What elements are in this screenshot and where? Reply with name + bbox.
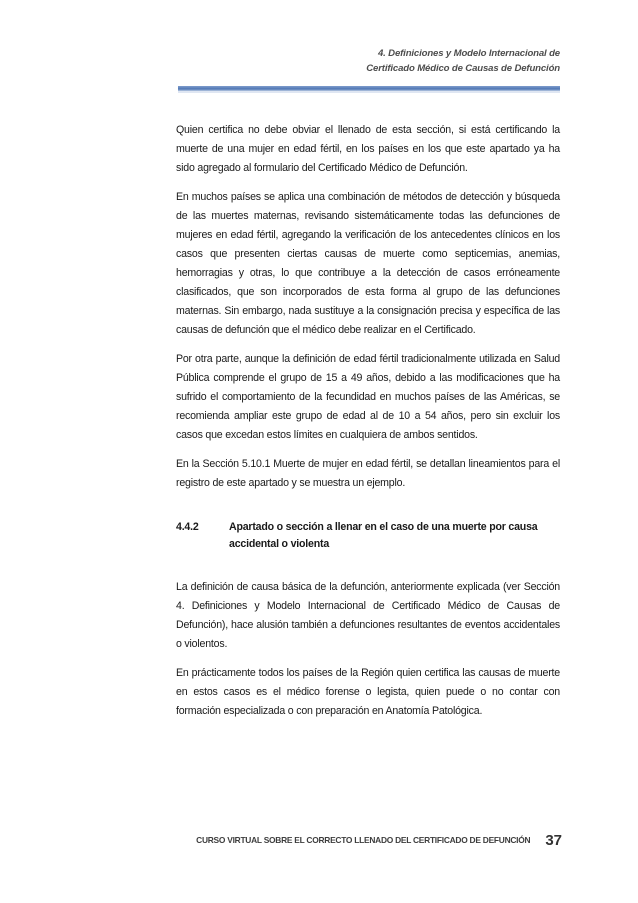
body-text (176, 121, 560, 731)
header-line-1: 4. Definiciones y Modelo Internacional de (377, 48, 560, 59)
running-header (366, 46, 560, 76)
footer-course-title: CURSO VIRTUAL SOBRE EL CORRECTO LLENADO DEL CERTIFICADO DE DEFUNCIÓN (196, 835, 531, 845)
paragraph: Por otra parte, aunque la definición de edad fértil tradicionalmente utilizada en Salud Pública comprende el grupo de 15 a 49 años, debido a las modificaciones que ha sufrido el comportamiento de la fecundidad en muchos países de las Américas, se recomienda ampliar este grupo de edad al de 10 a 54 años, pero sin excluir los casos que excedan estos límites en cualquiera de ambos sentidos. (176, 353, 560, 441)
paragraph: La definición de causa básica de la defunción, anteriormente explicada (ver Sección 4. Definiciones y Modelo Internacional de Certificado Médico de Causas de Defunción), hace alusión también a defunciones resultantes de eventos accidentales o violentos. (176, 581, 560, 650)
header-rule (178, 86, 560, 91)
paragraph: En muchos países se aplica una combinación de métodos de detección y búsqueda de las muertes maternas, revisando sistemáticamente todas las defunciones de mujeres en edad fértil, agregando la verificación de los antecedentes clínicos en los casos que presenten ciertas causas de muerte como septicemias, anemias, hemorragias y otras, lo que contribuye a la detección de casos erróneamente clasificados, que son incorporados de esta forma al grupo de las defunciones maternas. Sin embargo, nada sustituye a la consignación precisa y específica de las causas de defunción que el médico debe realizar en el Certificado. (176, 191, 560, 336)
section-heading (176, 519, 560, 553)
paragraph: En la Sección 5.10.1 Muerte de mujer en edad fértil, se detallan lineamientos para el registro de este apartado y se muestra un ejemplo. (176, 458, 560, 489)
paragraph: Quien certifica no debe obviar el llenado de esta sección, si está certificando la muerte de una mujer en edad fértil, en los países en los que este apartado ya ha sido agregado al formulario del Certificado Médico de Defunción. (176, 124, 560, 174)
paragraph: En prácticamente todos los países de la Región quien certifica las causas de muerte en estos casos es el médico forense o legista, quien puede o no contar con formación especializada o con preparación en Anatomía Patológica. (176, 667, 560, 717)
header-line-2: Certificado Médico de Causas de Defunción (366, 63, 560, 74)
section-title: Apartado o sección a llenar en el caso de una muerte por causa accidental o violenta (229, 521, 538, 550)
page-footer (196, 825, 562, 855)
section-number: 4.4.2 (176, 521, 199, 533)
page-number: 37 (545, 831, 562, 849)
